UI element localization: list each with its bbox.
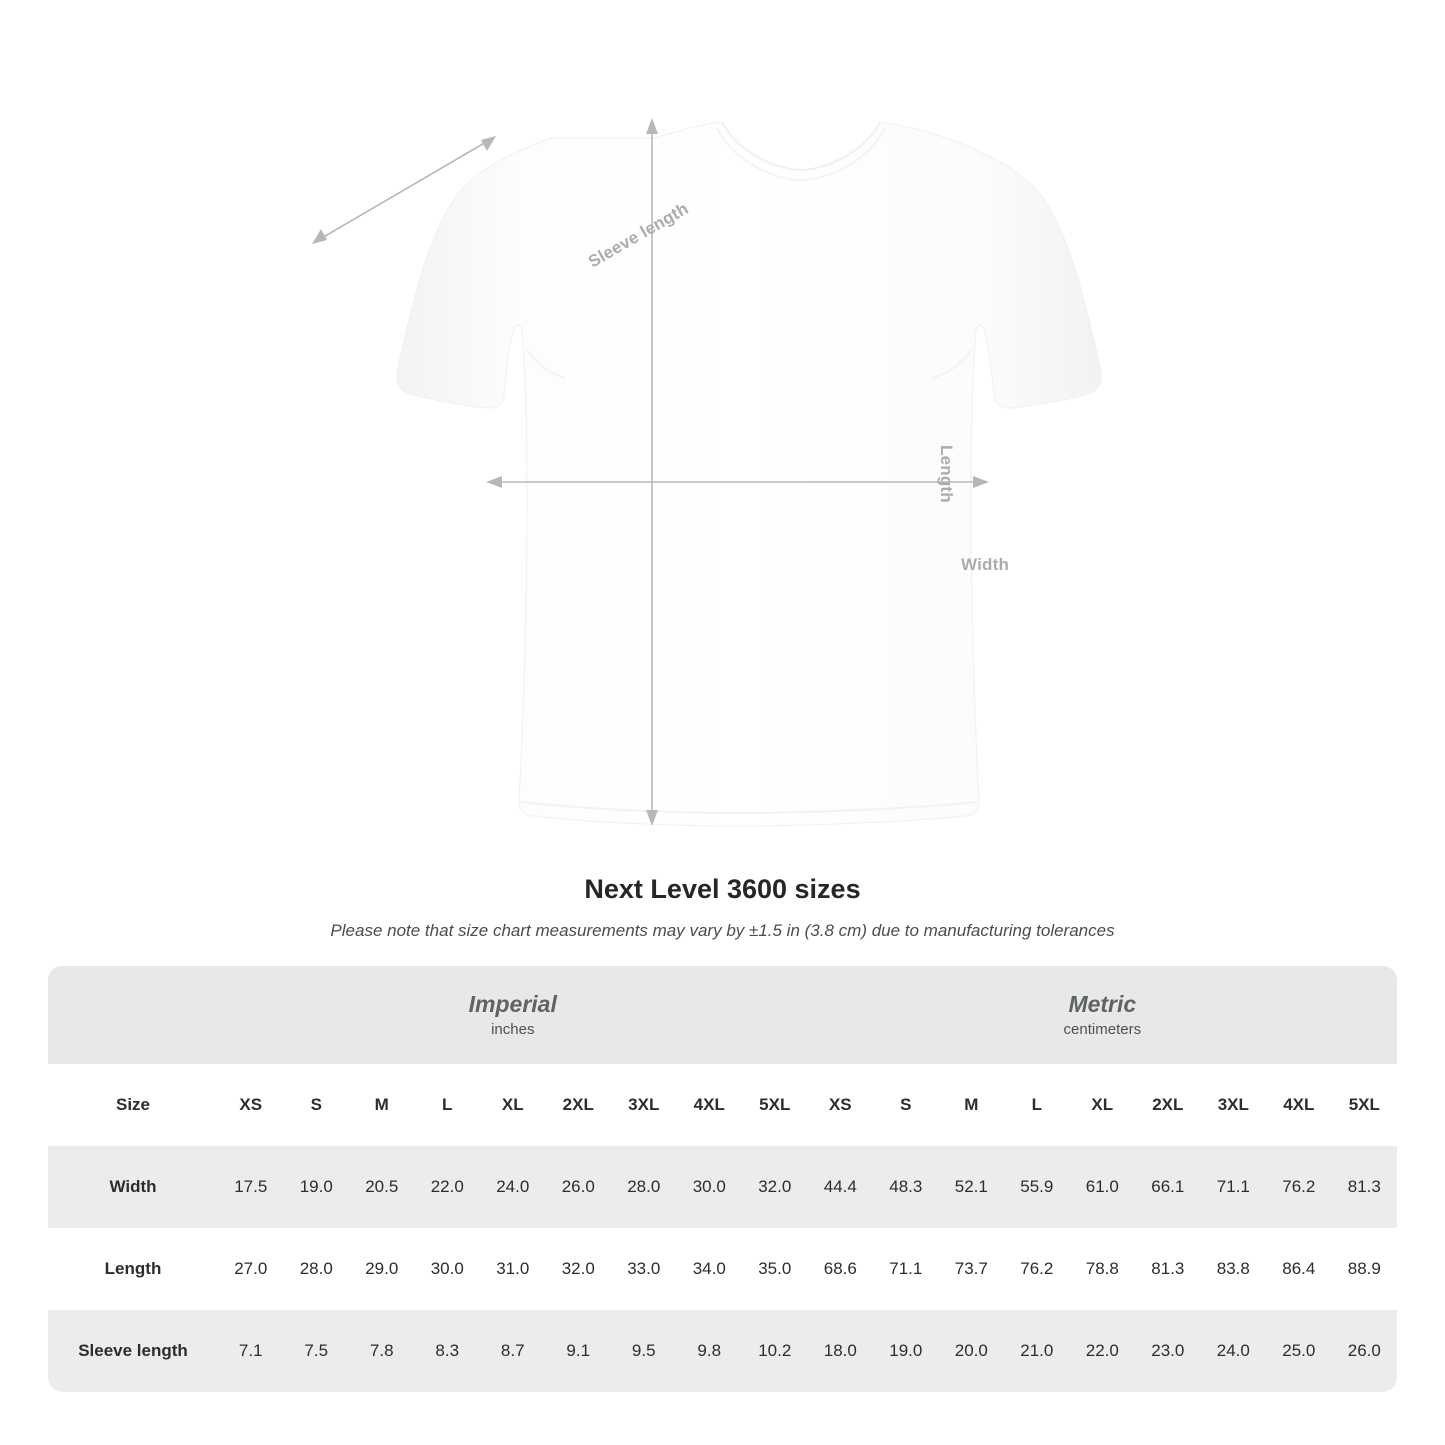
row-label-length: Length xyxy=(48,1228,218,1310)
cell-width: 24.0 xyxy=(480,1146,546,1228)
tolerance-note: Please note that size chart measurements may vary by ±1.5 in (3.8 cm) due to manufacturing tolerances xyxy=(330,921,1115,940)
cell-sleeve: 9.1 xyxy=(546,1310,612,1392)
cell-width: 32.0 xyxy=(742,1146,808,1228)
cell-width: 66.1 xyxy=(1135,1146,1201,1228)
cell-sleeve: 25.0 xyxy=(1266,1310,1332,1392)
cell-sleeve: 9.8 xyxy=(677,1310,743,1392)
size-header-label: Size xyxy=(48,1064,218,1146)
cell-sleeve: 23.0 xyxy=(1135,1310,1201,1392)
tshirt-diagram xyxy=(285,100,1165,840)
unit-group-imperial xyxy=(218,966,808,1064)
cell-length: 68.6 xyxy=(808,1228,874,1310)
size-table-wrapper xyxy=(48,966,1397,1392)
sleeve-length-label: Sleeve length xyxy=(585,198,692,272)
cell-width: 52.1 xyxy=(939,1146,1005,1228)
cell-sleeve: 9.5 xyxy=(611,1310,677,1392)
cell-width: 17.5 xyxy=(218,1146,284,1228)
tshirt-icon xyxy=(285,100,1165,840)
unit-group-metric-name: Metric xyxy=(1068,991,1137,1018)
cell-length: 30.0 xyxy=(415,1228,481,1310)
cell-sleeve: 22.0 xyxy=(1070,1310,1136,1392)
size-header-cell: 5XL xyxy=(742,1064,808,1146)
size-header-cell: L xyxy=(415,1064,481,1146)
size-header-cell: XS xyxy=(808,1064,874,1146)
size-header-cell: 4XL xyxy=(677,1064,743,1146)
cell-sleeve: 7.5 xyxy=(284,1310,350,1392)
cell-width: 48.3 xyxy=(873,1146,939,1228)
cell-length: 29.0 xyxy=(349,1228,415,1310)
cell-length: 88.9 xyxy=(1332,1228,1397,1310)
size-header-cell: L xyxy=(1004,1064,1070,1146)
cell-sleeve: 8.3 xyxy=(415,1310,481,1392)
cell-sleeve: 10.2 xyxy=(742,1310,808,1392)
size-header-cell: 5XL xyxy=(1332,1064,1397,1146)
cell-width: 71.1 xyxy=(1201,1146,1267,1228)
cell-width: 19.0 xyxy=(284,1146,350,1228)
width-label: Width xyxy=(961,555,1010,574)
size-header-cell: XL xyxy=(1070,1064,1136,1146)
cell-width: 61.0 xyxy=(1070,1146,1136,1228)
size-header-cell: XL xyxy=(480,1064,546,1146)
cell-sleeve: 24.0 xyxy=(1201,1310,1267,1392)
cell-length: 81.3 xyxy=(1135,1228,1201,1310)
cell-width: 81.3 xyxy=(1332,1146,1397,1228)
title-block xyxy=(0,874,1445,941)
cell-sleeve: 21.0 xyxy=(1004,1310,1070,1392)
cell-length: 73.7 xyxy=(939,1228,1005,1310)
cell-length: 28.0 xyxy=(284,1228,350,1310)
size-header-cell: S xyxy=(873,1064,939,1146)
cell-width: 44.4 xyxy=(808,1146,874,1228)
table-row xyxy=(48,1146,1397,1228)
size-header-cell: 3XL xyxy=(611,1064,677,1146)
unit-group-row xyxy=(48,966,1397,1064)
size-header-cell: 2XL xyxy=(1135,1064,1201,1146)
cell-sleeve: 18.0 xyxy=(808,1310,874,1392)
cell-length: 27.0 xyxy=(218,1228,284,1310)
cell-width: 30.0 xyxy=(677,1146,743,1228)
unit-group-imperial-sub: inches xyxy=(491,1020,535,1038)
page-title: Next Level 3600 sizes xyxy=(584,874,861,904)
length-label: Length xyxy=(937,445,956,503)
cell-width: 22.0 xyxy=(415,1146,481,1228)
cell-length: 33.0 xyxy=(611,1228,677,1310)
size-header-cell: XS xyxy=(218,1064,284,1146)
cell-width: 28.0 xyxy=(611,1146,677,1228)
row-label-sleeve-length: Sleeve length xyxy=(48,1310,218,1392)
cell-sleeve: 7.8 xyxy=(349,1310,415,1392)
cell-length: 71.1 xyxy=(873,1228,939,1310)
cell-sleeve: 8.7 xyxy=(480,1310,546,1392)
cell-length: 76.2 xyxy=(1004,1228,1070,1310)
cell-length: 83.8 xyxy=(1201,1228,1267,1310)
cell-width: 76.2 xyxy=(1266,1146,1332,1228)
size-header-cell: S xyxy=(284,1064,350,1146)
unit-group-metric-sub: centimeters xyxy=(1063,1020,1142,1038)
cell-length: 31.0 xyxy=(480,1228,546,1310)
table-row xyxy=(48,1228,1397,1310)
cell-width: 55.9 xyxy=(1004,1146,1070,1228)
size-header-cell: M xyxy=(939,1064,1005,1146)
unit-group-metric xyxy=(808,966,1397,1064)
row-label-width: Width xyxy=(48,1146,218,1228)
table-row xyxy=(48,1310,1397,1392)
size-header-cell: M xyxy=(349,1064,415,1146)
cell-length: 78.8 xyxy=(1070,1228,1136,1310)
size-header-row xyxy=(48,1064,1397,1146)
cell-width: 20.5 xyxy=(349,1146,415,1228)
unit-group-imperial-name: Imperial xyxy=(468,991,557,1018)
cell-sleeve: 26.0 xyxy=(1332,1310,1397,1392)
cell-length: 34.0 xyxy=(677,1228,743,1310)
cell-length: 32.0 xyxy=(546,1228,612,1310)
cell-sleeve: 20.0 xyxy=(939,1310,1005,1392)
size-table xyxy=(48,966,1397,1392)
size-header-cell: 4XL xyxy=(1266,1064,1332,1146)
size-header-cell: 2XL xyxy=(546,1064,612,1146)
size-header-cell: 3XL xyxy=(1201,1064,1267,1146)
cell-length: 35.0 xyxy=(742,1228,808,1310)
cell-length: 86.4 xyxy=(1266,1228,1332,1310)
unit-spacer-cell xyxy=(48,966,218,1064)
cell-sleeve: 19.0 xyxy=(873,1310,939,1392)
cell-sleeve: 7.1 xyxy=(218,1310,284,1392)
cell-width: 26.0 xyxy=(546,1146,612,1228)
